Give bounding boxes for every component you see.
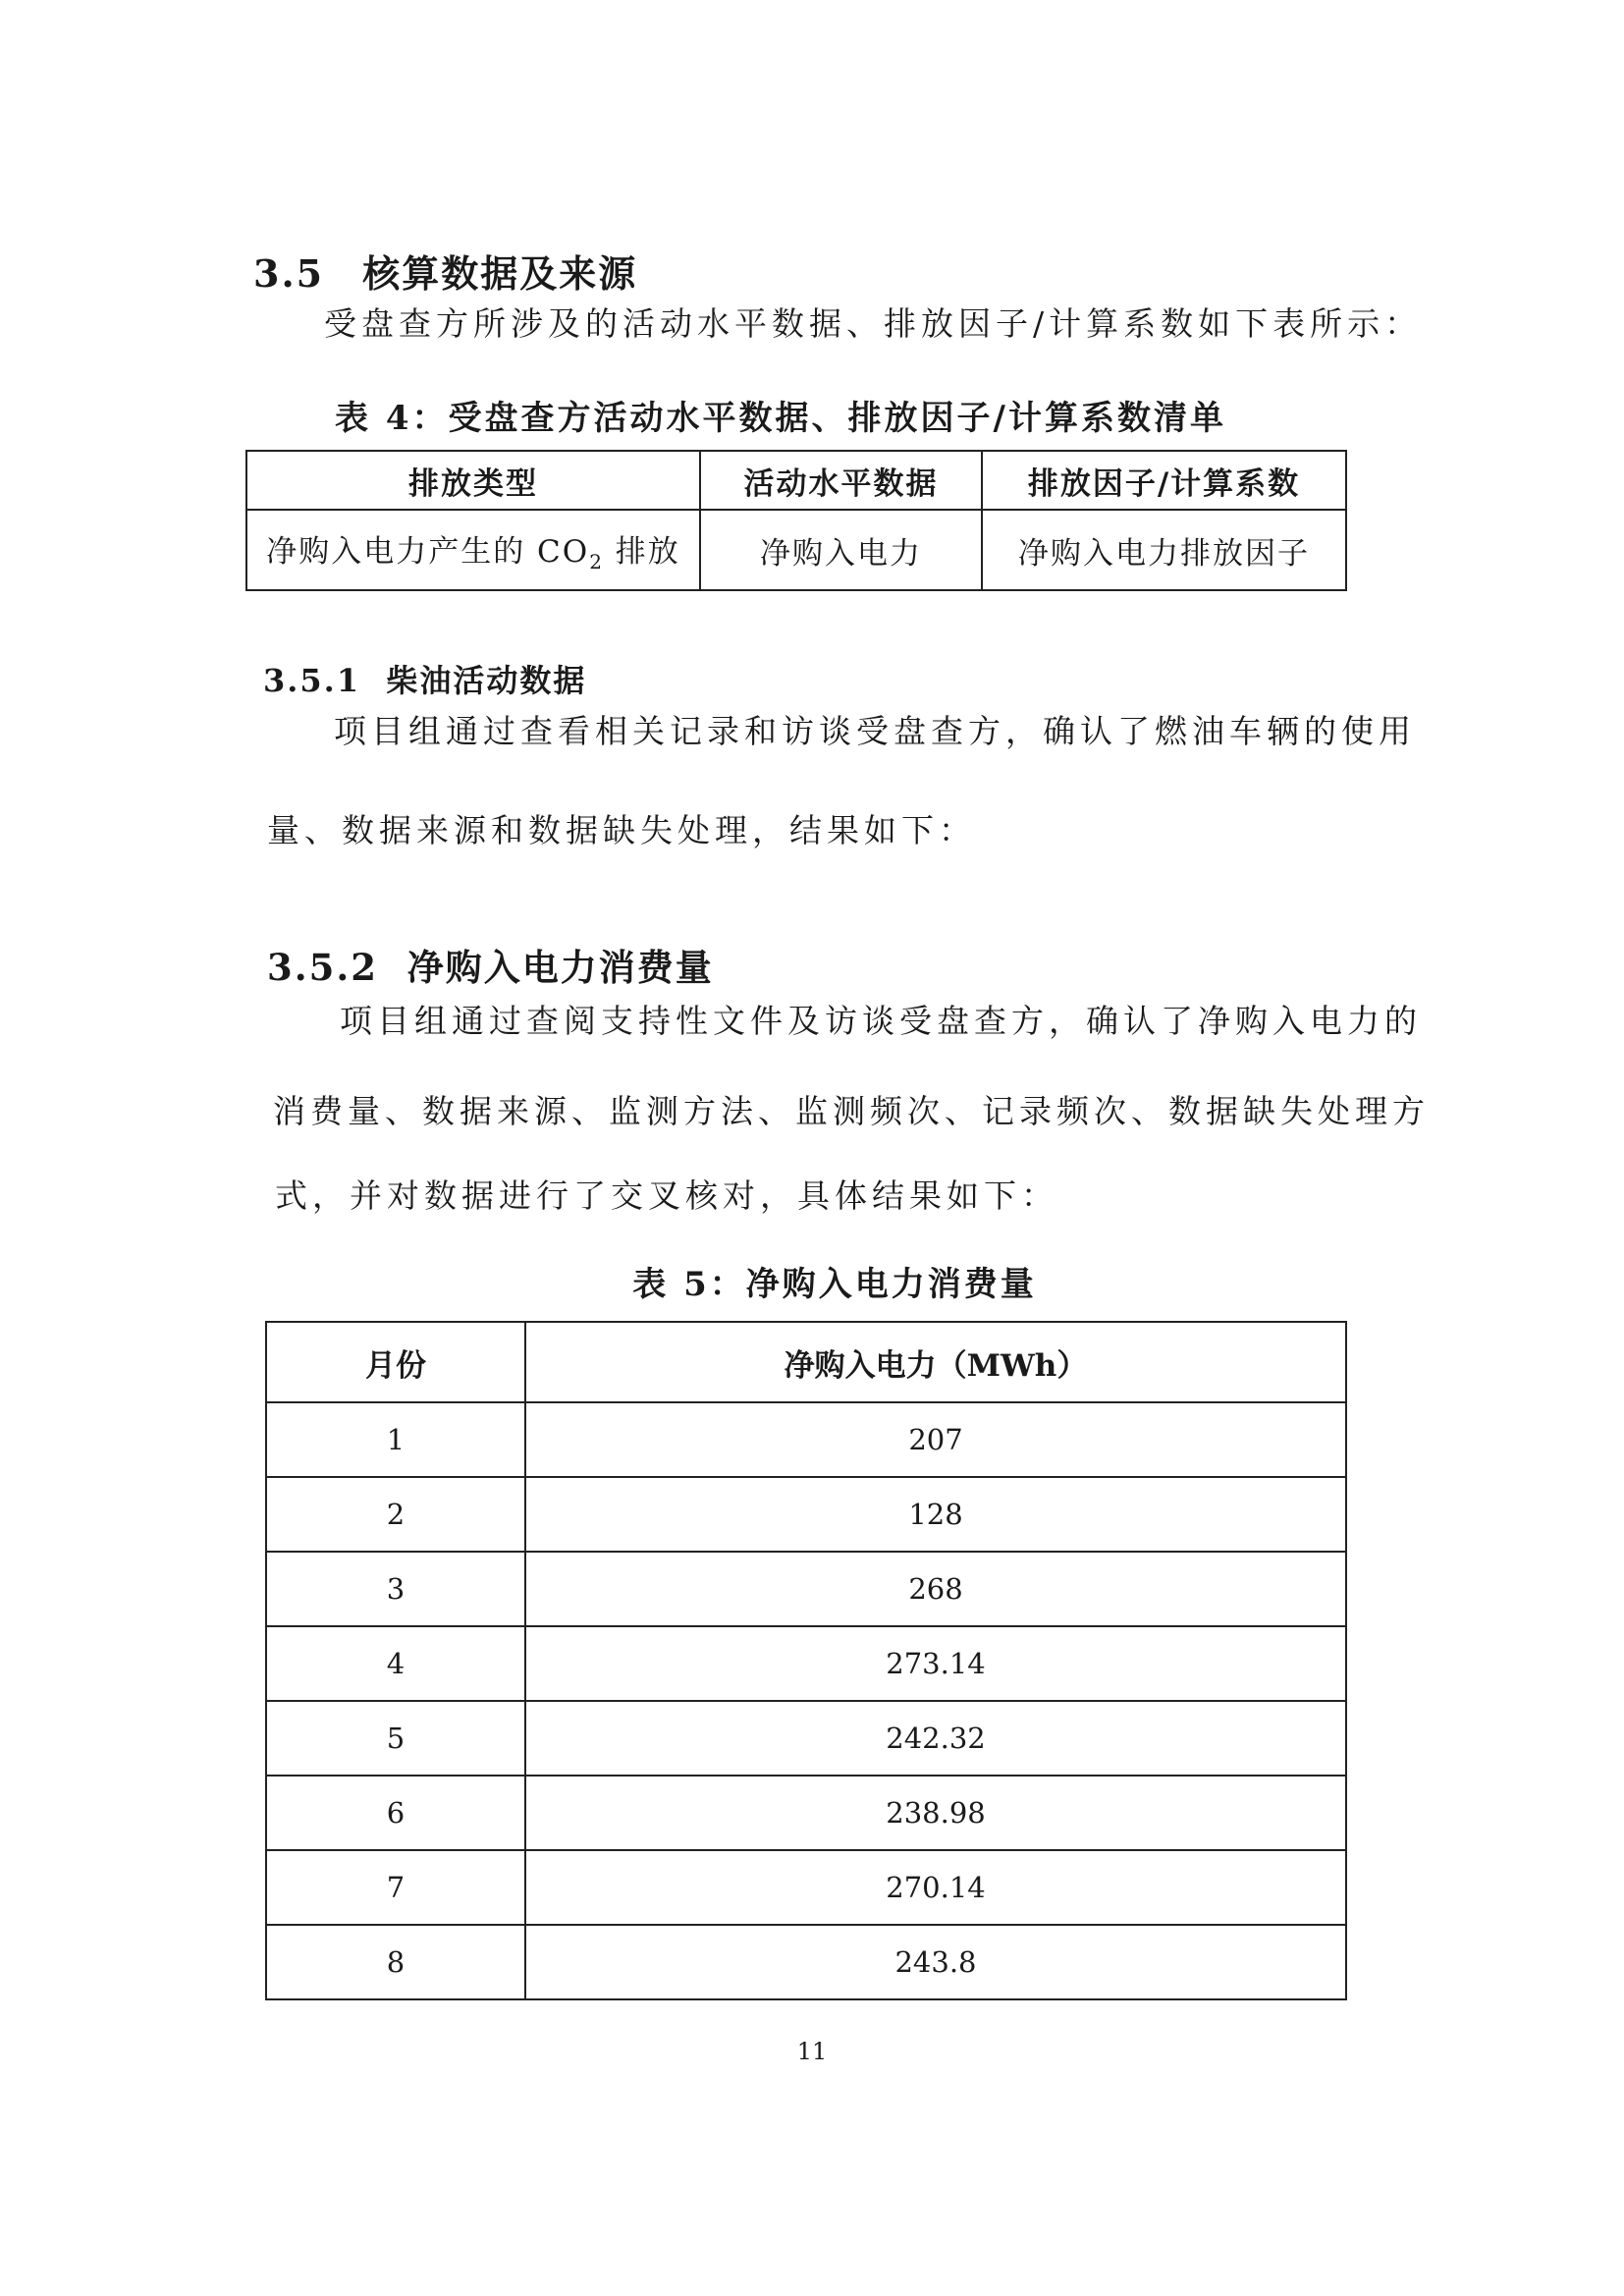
section-number: 3.5.2 [267, 946, 378, 989]
value-cell: 273.14 [525, 1626, 1346, 1701]
value-cell: 207 [525, 1402, 1346, 1477]
table-row [266, 1850, 1346, 1925]
section-3-5-1-heading [263, 656, 586, 701]
section-title: 核算数据及来源 [362, 251, 638, 296]
table4-caption: 表 4：受盘查方活动水平数据、排放因子/计算系数清单 [335, 399, 1226, 438]
table-row [266, 1925, 1346, 1999]
table-row [266, 1552, 1346, 1626]
emission-type-subscript: 2 [589, 550, 604, 574]
table4-header-emission-type: 排放类型 [246, 451, 700, 510]
intro-paragraph: 受盘查方所涉及的活动水平数据、排放因子/计算系数如下表所示： [324, 304, 1423, 343]
table-row [266, 1402, 1346, 1477]
table4 [245, 450, 1347, 591]
table4-header-factor: 排放因子/计算系数 [982, 451, 1346, 510]
table4-header-activity-data: 活动水平数据 [700, 451, 982, 510]
section-3-5-1-para-line1: 项目组通过查看相关记录和访谈受盘查方，确认了燃油车辆的使用 [334, 712, 1416, 750]
section-3-5-2-para-line3: 式，并对数据进行了交叉核对，具体结果如下： [275, 1176, 1058, 1215]
section-3-5-2-heading [267, 938, 714, 991]
month-cell: 4 [266, 1626, 525, 1701]
table-row [266, 1477, 1346, 1552]
value-cell: 238.98 [525, 1776, 1346, 1850]
page-number: 11 [796, 2038, 828, 2065]
table4-header-row [246, 451, 1346, 510]
table4-row [246, 510, 1346, 590]
section-number: 3.5 [253, 251, 325, 296]
section-number: 3.5.1 [263, 662, 361, 699]
month-cell: 8 [266, 1925, 525, 1999]
emission-type-prefix: 净购入电力产生的 CO [266, 533, 590, 570]
value-cell: 270.14 [525, 1850, 1346, 1925]
section-3-5-heading [253, 244, 637, 298]
month-cell: 3 [266, 1552, 525, 1626]
table5-header-value: 净购入电力（MWh） [525, 1322, 1346, 1402]
table5-header-month: 月份 [266, 1322, 525, 1402]
value-cell: 243.8 [525, 1925, 1346, 1999]
table4-cell-emission-type [246, 510, 700, 590]
section-title: 柴油活动数据 [386, 662, 587, 699]
value-cell: 268 [525, 1552, 1346, 1626]
section-3-5-2-para-line2: 消费量、数据来源、监测方法、监测频次、记录频次、数据缺失处理方 [273, 1092, 1430, 1130]
month-cell: 5 [266, 1701, 525, 1776]
table4-cell-activity-data: 净购入电力 [700, 510, 982, 590]
month-cell: 2 [266, 1477, 525, 1552]
emission-type-suffix: 排放 [603, 533, 680, 570]
table5 [265, 1321, 1347, 2000]
table5-header-row [266, 1322, 1346, 1402]
section-3-5-1-para-line2: 量、数据来源和数据缺失处理，结果如下： [267, 811, 976, 849]
month-cell: 1 [266, 1402, 525, 1477]
table4-cell-factor: 净购入电力排放因子 [982, 510, 1346, 590]
section-3-5-2-para-line1: 项目组通过查阅支持性文件及访谈受盘查方，确认了净购入电力的 [340, 1002, 1422, 1040]
month-cell: 7 [266, 1850, 525, 1925]
value-cell: 242.32 [525, 1701, 1346, 1776]
value-cell: 128 [525, 1477, 1346, 1552]
table-row [266, 1626, 1346, 1701]
table-row [266, 1776, 1346, 1850]
section-title: 净购入电力消费量 [406, 946, 714, 989]
table5-caption: 表 5：净购入电力消费量 [632, 1265, 1037, 1304]
table-row [266, 1701, 1346, 1776]
month-cell: 6 [266, 1776, 525, 1850]
